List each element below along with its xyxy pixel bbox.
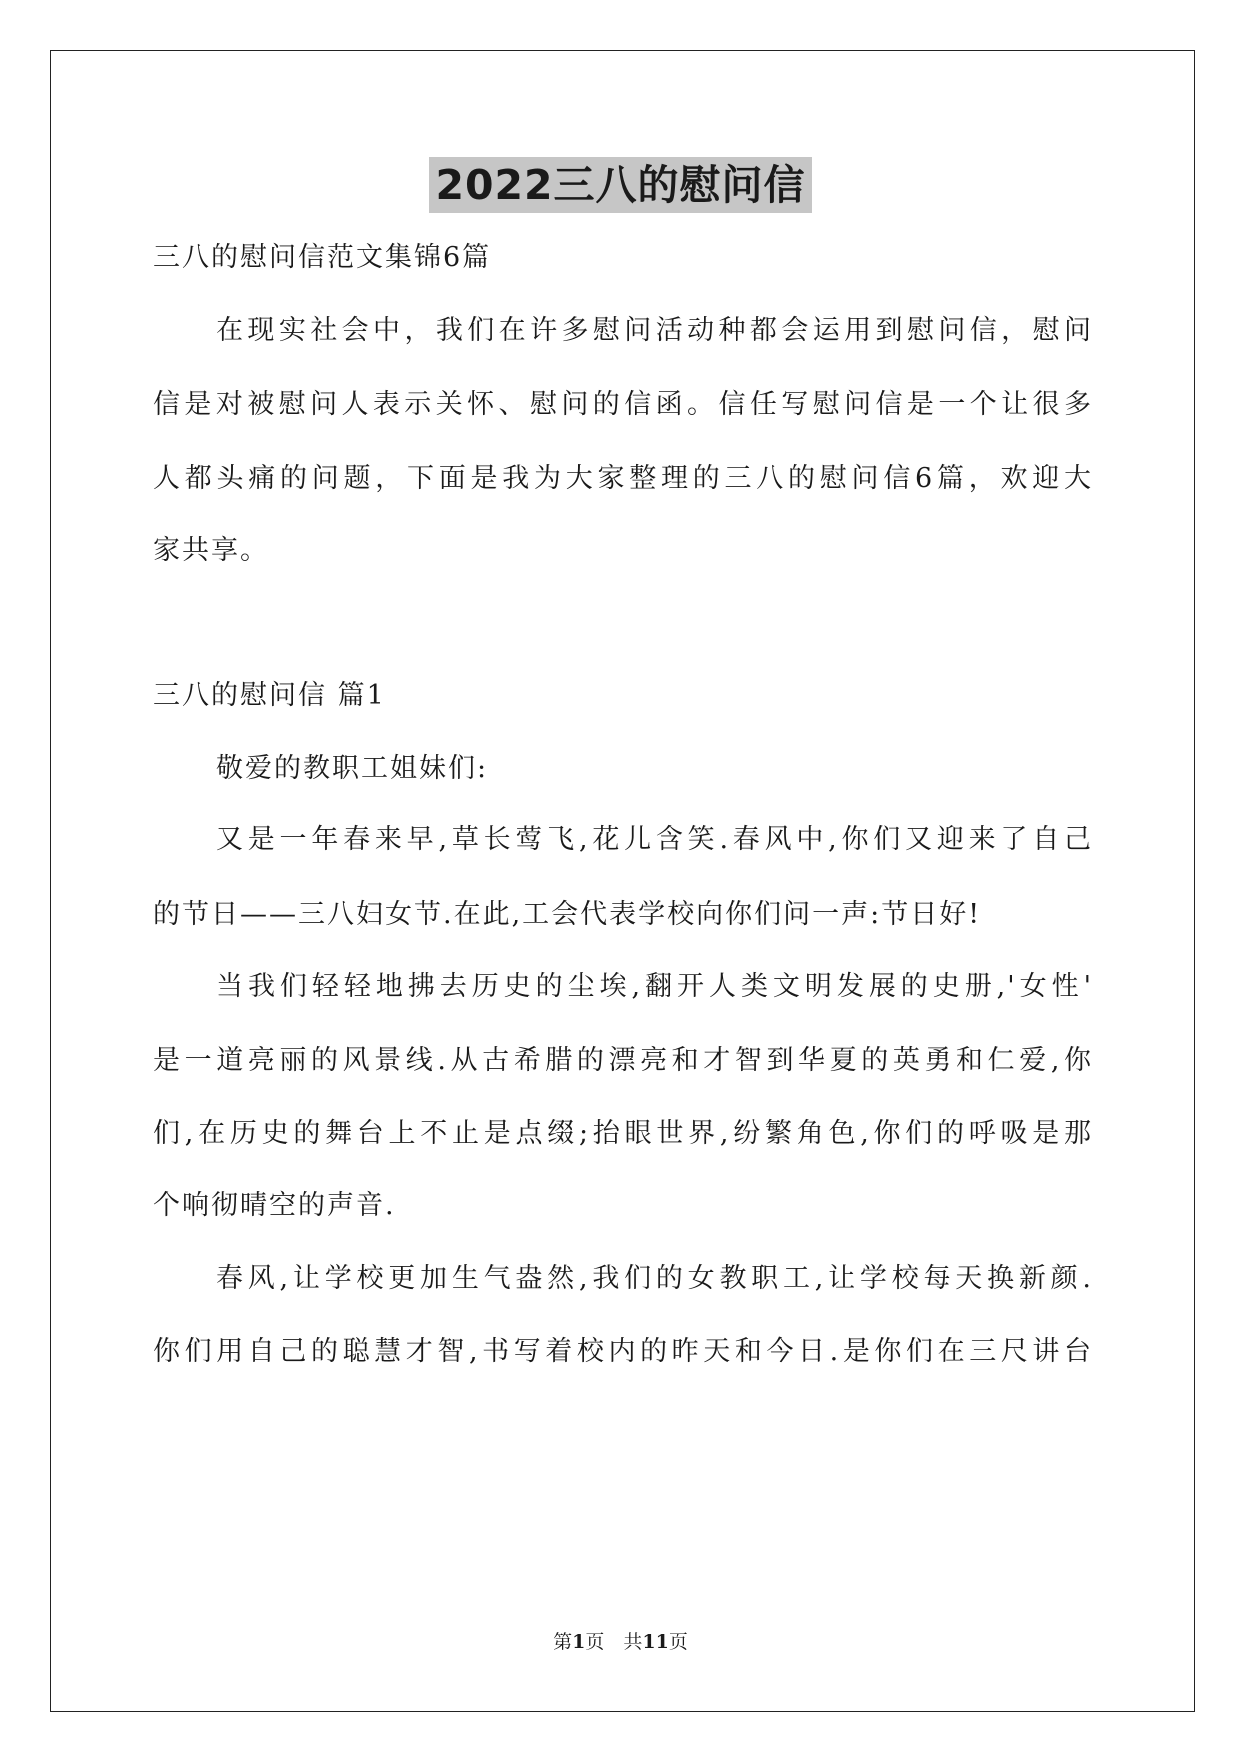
page-border: [50, 50, 1195, 1712]
page-label-prefix: 第: [553, 1631, 573, 1653]
paragraph2-line-2: 是一道亮丽的风景线.从古希腊的漂亮和才智到华夏的英勇和仁爱,你: [153, 1045, 1093, 1076]
intro-line-2: 信是对被慰问人表示关怀、慰问的信函。信任写慰问信是一个让很多: [153, 389, 1093, 420]
intro-line-1: 在现实社会中，我们在许多慰问活动种都会运用到慰问信，慰问: [216, 315, 1093, 346]
paragraph1-line-2: 的节日——三八妇女节.在此,工会代表学校向你们问一声:节日好!: [153, 899, 982, 930]
page-current-number: 1: [572, 1631, 586, 1653]
paragraph2-line-3: 们,在历史的舞台上不止是点缀;抬眼世界,纷繁角色,你们的呼吸是那: [153, 1118, 1093, 1149]
page-total-number: 11: [642, 1631, 669, 1653]
paragraph2-line-1: 当我们轻轻地拂去历史的尘埃,翻开人类文明发展的史册,'女性': [216, 971, 1093, 1002]
section-heading: 三八的慰问信 篇1: [153, 680, 386, 711]
document-title: [0, 157, 1241, 216]
salutation: 敬爱的教职工姐妹们:: [216, 753, 489, 784]
paragraph1-line-1: 又是一年春来早,草长莺飞,花儿含笑.春风中,你们又迎来了自己: [216, 824, 1093, 855]
paragraph3-line-1: 春风,让学校更加生气盎然,我们的女教职工,让学校每天换新颜.: [216, 1263, 1093, 1294]
intro-line-3: 人都头痛的问题，下面是我为大家整理的三八的慰问信6篇，欢迎大: [153, 463, 1093, 494]
document-subtitle: 三八的慰问信范文集锦6篇: [153, 242, 492, 273]
page-footer: [0, 1629, 1241, 1655]
paragraph3-line-2: 你们用自己的聪慧才智,书写着校内的昨天和今日.是你们在三尺讲台: [153, 1336, 1093, 1367]
paragraph2-line-4: 个响彻晴空的声音.: [153, 1190, 396, 1221]
page-label-mid: 页 共: [585, 1631, 643, 1653]
intro-line-4: 家共享。: [153, 535, 269, 566]
page-label-suffix: 页: [668, 1631, 688, 1653]
document-title-text: 2022三八的慰问信: [429, 157, 811, 213]
